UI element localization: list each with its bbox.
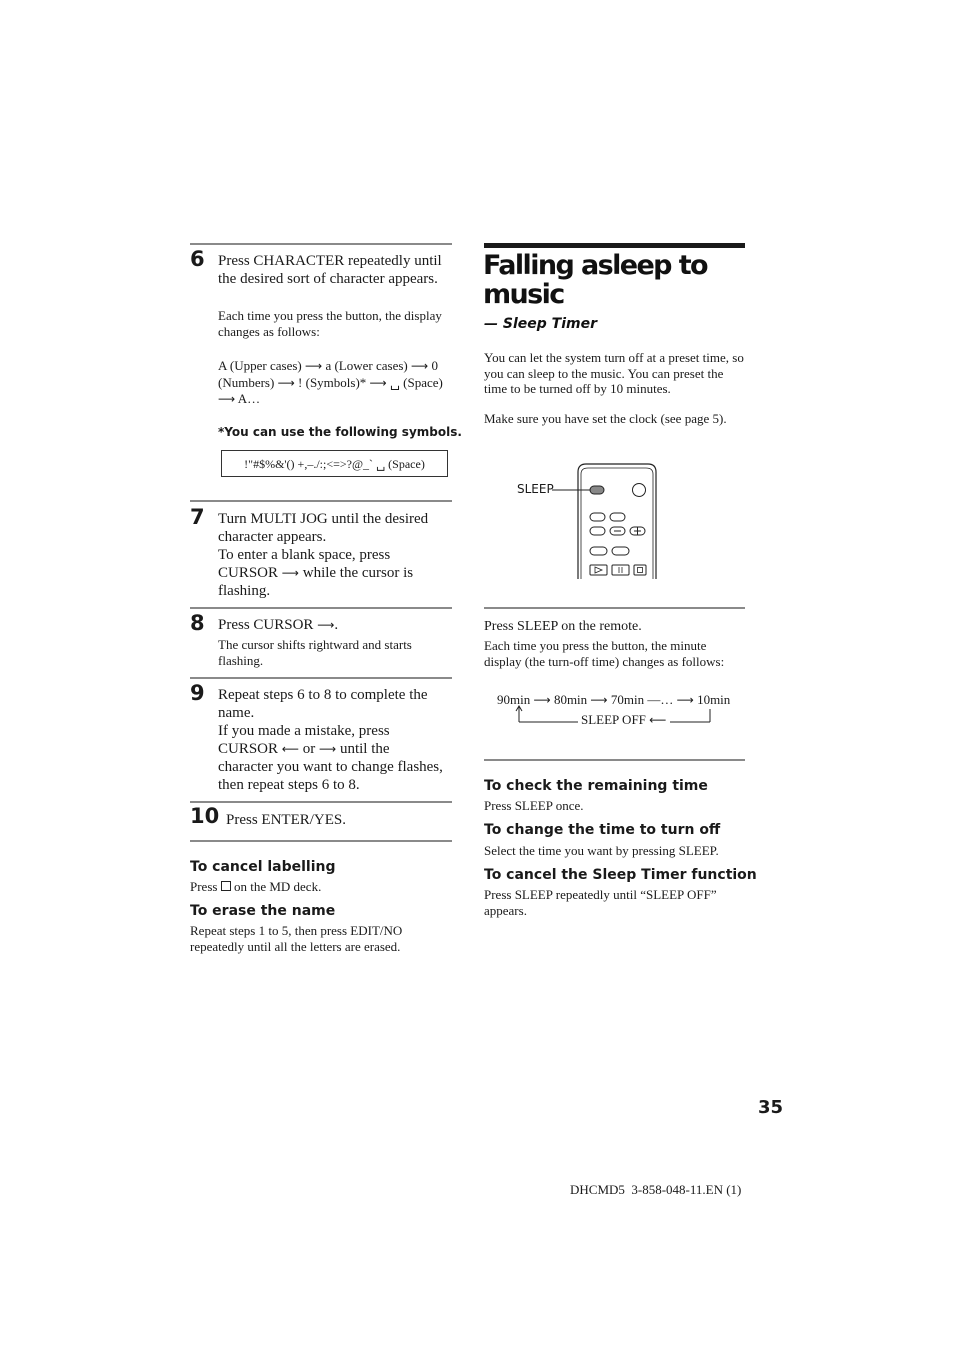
title-bar xyxy=(484,243,745,248)
step-7-rule xyxy=(190,500,452,502)
arrow-left-icon: ⟵ xyxy=(281,742,299,756)
step-7-line1: Turn MULTI JOG until the desired character appears. xyxy=(218,511,429,545)
seq-symbols: ! (Symbols)* xyxy=(298,374,367,390)
arrow-right-icon: ⟶ xyxy=(305,359,323,373)
step-9-line2c: until the character you want to change flashes, then repeat steps 6 to 8. xyxy=(218,741,443,793)
cancel-timer-text: Press SLEEP repeatedly until “SLEEP OFF” appears. xyxy=(484,887,717,918)
cancel-labelling-text-b: on the MD deck. xyxy=(233,879,322,894)
step-7-number: 7 xyxy=(190,505,205,529)
stop-square-icon xyxy=(221,881,231,891)
arrow-right-icon: ⟶ xyxy=(369,375,387,390)
change-heading: To change the time to turn off xyxy=(484,822,721,838)
step-9-rule xyxy=(190,677,452,679)
cycle-sleep-off xyxy=(581,712,666,729)
step-8-number: 8 xyxy=(190,611,205,635)
change-text: Select the time you want by pressing SLEEP. xyxy=(484,843,719,858)
step-10-rule xyxy=(190,801,452,803)
arrow-left-icon: ⟵ xyxy=(649,713,667,727)
arrow-right-icon: ⟶ xyxy=(218,392,236,406)
cycle-10min: 10min xyxy=(697,692,731,707)
seq-numbers: (Numbers) xyxy=(218,374,275,390)
symbols-box xyxy=(221,450,448,477)
symbols-space: (Space) xyxy=(388,457,425,471)
arrow-right-icon: ⟶ xyxy=(676,693,694,707)
step-9-line1: Repeat steps 6 to 8 to complete the name. xyxy=(218,687,428,721)
space-glyph-icon: ␣ xyxy=(389,374,400,390)
cancel-labelling-text xyxy=(190,879,321,895)
seq-lower: a (Lower cases) xyxy=(325,358,408,373)
step-9-line2a: If you made a mistake, press CURSOR xyxy=(218,723,390,757)
erase-name-heading: To erase the name xyxy=(190,903,336,919)
cancel-labelling-text-a: Press xyxy=(190,879,218,894)
arrow-right-icon: ⟶ xyxy=(533,693,551,707)
check-heading: To check the remaining time xyxy=(484,778,708,794)
step-9-line2 xyxy=(218,722,448,794)
seq-space: (Space) xyxy=(403,374,443,390)
step-8-label: Press CURSOR xyxy=(218,617,314,633)
step-7-line2a: To enter a blank space, press CURSOR xyxy=(218,547,391,581)
cycle-90min: 90min xyxy=(497,692,531,707)
step-10-number: 10 xyxy=(190,804,220,828)
cycle-70min: 70min —… xyxy=(610,692,674,707)
space-glyph-icon: ␣ xyxy=(376,457,386,471)
page-title: Falling asleep to music xyxy=(483,250,707,310)
arrow-right-icon: ⟶ xyxy=(317,618,335,632)
check-text: Press SLEEP once. xyxy=(484,798,584,813)
cycle-sleep-off-label: SLEEP OFF xyxy=(581,712,646,727)
step-7-line2 xyxy=(218,546,446,600)
symbols-heading: *You can use the following symbols. xyxy=(218,425,462,439)
step-8-rule xyxy=(190,607,452,609)
step-9-number: 9 xyxy=(190,681,205,705)
character-sequence xyxy=(218,358,454,408)
section-rule xyxy=(484,759,745,761)
cancel-timer-heading: To cancel the Sleep Timer function xyxy=(484,867,757,883)
step-6-note: Each time you press the button, the display changes as follows: xyxy=(218,308,442,339)
step-8-note: The cursor shifts rightward and starts flashing. xyxy=(218,637,412,668)
press-sleep-text: Press SLEEP on the remote. xyxy=(484,619,642,634)
intro-text: You can let the system turn off at a preset time, so you can sleep to the music. You can preset the time to be turned off by 10 minutes. xyxy=(484,350,744,396)
step-6-rule xyxy=(190,243,452,245)
arrow-right-icon: ⟶ xyxy=(411,359,429,373)
step-10-text: Press ENTER/YES. xyxy=(226,812,346,828)
arrow-right-icon: ⟶ xyxy=(318,742,337,756)
seq-upper: A (Upper cases) xyxy=(218,358,302,373)
footer-code: DHCMD5 3-858-048-11.EN (1) xyxy=(570,1182,742,1197)
instruction-rule xyxy=(484,607,745,609)
cancel-labelling-heading: To cancel labelling xyxy=(190,859,336,875)
step-6-text: Press CHARACTER repeatedly until the desired sort of character appears. xyxy=(218,253,442,287)
cycle-80min: 80min xyxy=(553,692,588,707)
arrow-right-icon: ⟶ xyxy=(277,375,295,390)
page-number: 35 xyxy=(758,1097,784,1118)
step-10-bottom-rule xyxy=(190,840,452,842)
step-8-text: Press CURSOR ⟶. xyxy=(218,617,339,633)
sleep-label: SLEEP xyxy=(517,482,554,496)
arrow-right-icon: ⟶ xyxy=(281,566,299,580)
step-9-line2b: or xyxy=(302,741,316,757)
seq-back-to-a: A… xyxy=(237,391,261,406)
seq-zero: 0 xyxy=(431,358,438,373)
erase-name-text: Repeat steps 1 to 5, then press EDIT/NO repeatedly until all the letters are erased. xyxy=(190,923,403,954)
page-subtitle: — Sleep Timer xyxy=(484,316,597,332)
remote-control-illustration xyxy=(550,460,665,582)
intro-text-2: Make sure you have set the clock (see page 5). xyxy=(484,411,727,426)
press-sleep-note: Each time you press the button, the minute display (the turn-off time) changes as follows: xyxy=(484,638,725,669)
step-7-line2b: while the cursor is flashing. xyxy=(218,565,414,599)
arrow-right-icon: ⟶ xyxy=(590,693,608,707)
symbols-list: !"#$%&'() +,–./:;<=>?@_` xyxy=(244,457,373,471)
step-6-number: 6 xyxy=(190,247,205,271)
